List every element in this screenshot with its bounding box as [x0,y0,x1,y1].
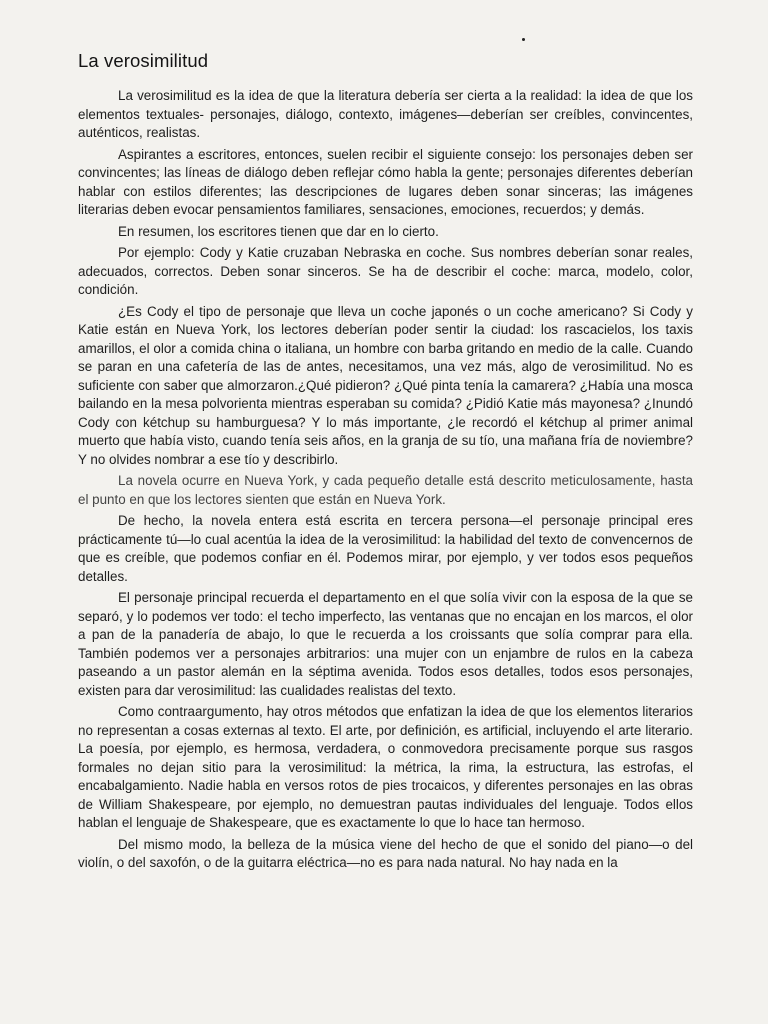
paragraph-9: Como contraargumento, hay otros métodos que enfatizan la idea de que los elementos literarios no representan a cosas externas al texto. El arte, por definición, es artificial, incluyendo el arte literario. La poesía, por ejemplo, es hermosa, verdadera, o conmovedora precisamente porque sus rasgos formales no dejan sitio para la verosimilitud: la métrica, la rima, la estructura, las estrofas, el encabalgamiento. Nadie habla en versos rotos de pies trocaicos, y diferentes personajes en las obras de William Shakespeare, por ejemplo, no demuestran pautas individuales del lenguaje. Todos ellos hablan el lenguaje de Shakespeare, que es exactamente lo que lo hace tan hermoso. [78,704,693,830]
paragraph-2: Aspirantes a escritores, entonces, suelen recibir el siguiente consejo: los personajes deben ser convincentes; las líneas de diálogo deben reflejar cómo habla la gente; personajes diferentes deberían hablar con estilos diferentes; las descripciones de lugares deben sonar sinceras; las imágenes literarias deben evocar pensamientos familiares, sensaciones, emociones, recuerdos; y demás. [78,146,693,217]
paragraph-8: El personaje principal recuerda el departamento en el que solía vivir con la esposa de la que se separó, y lo podemos ver todo: el techo imperfecto, las ventanas que no encajan en los marcos, el olor a pan de la panadería de abajo, lo que le recuerda a los croissants que solía comprar para ella. También podemos ver a personajes arbitrarios: una mujer con un enjambre de rulos en la cabeza paseando a un pastor alemán en la séptima avenida. Todos esos detalles, todos esos personajes, existen para dar verosimilitud: las cualidades realistas del texto. [78,590,693,698]
paragraph-7: De hecho, la novela entera está escrita en tercera persona—el personaje principal eres prácticamente tú—lo cual acentúa la idea de la verosimilitud: la habilidad del texto de convencernos de que es creíble, que podemos confiar en él. Podemos mirar, por ejemplo, y ver todos esos pequeños detalles. [78,513,693,584]
document-body [78,87,693,876]
paragraph-4: Por ejemplo: Cody y Katie cruzaban Nebraska en coche. Sus nombres deberían sonar reales, adecuados, correctos. Deben sonar sinceros. Se ha de describir el coche: marca, modelo, color, condición. [78,245,693,297]
scan-speck [522,38,525,41]
paragraph-6: La novela ocurre en Nueva York, y cada pequeño detalle está descrito meticulosamente, hasta el punto en que los lectores sienten que están en Nueva York. [78,473,693,507]
paragraph-10: Del mismo modo, la belleza de la música viene del hecho de que el sonido del piano—o del violín, o del saxofón, o de la guitarra eléctrica—no es para nada natural. No hay nada en la [78,836,693,870]
paragraph-1: La verosimilitud es la idea de que la literatura debería ser cierta a la realidad: la idea de que los elementos textuales- personajes, diálogo, contexto, imágenes—deberían ser creíbles, convincentes, auténticos, realistas. [78,88,693,140]
document-title: La verosimilitud [78,50,209,71]
paragraph-5: ¿Es Cody el tipo de personaje que lleva un coche japonés o un coche americano? Si Cody y Katie están en Nueva York, los lectores deberían poder sentir la ciudad: los rascacielos, los taxis amarillos, el olor a comida china o italiana, un hombre con barba gritando en medio de la calle. Cuando se paran en una cafetería de las de antes, necesitamos, una vez más, algo de verosimilitud. No es suficiente con saber que almorzaron.¿Qué pidieron? ¿Qué pinta tenía la camarera? ¿Había una mosca bailando en la mesa polvorienta mientras esperaban su comida? ¿Pidió Katie más mayonesa? ¿Inundó Cody con kétchup su hamburguesa? Y lo más importante, ¿le recordó el kétchup al primer animal muerto que había visto, cuando tenía seis años, en la granja de su tío, una mañana fría de noviembre? Y no olvides nombrar a ese tío y describirlo. [78,303,693,467]
paragraph-3: En resumen, los escritores tienen que dar en lo cierto. [118,223,439,239]
